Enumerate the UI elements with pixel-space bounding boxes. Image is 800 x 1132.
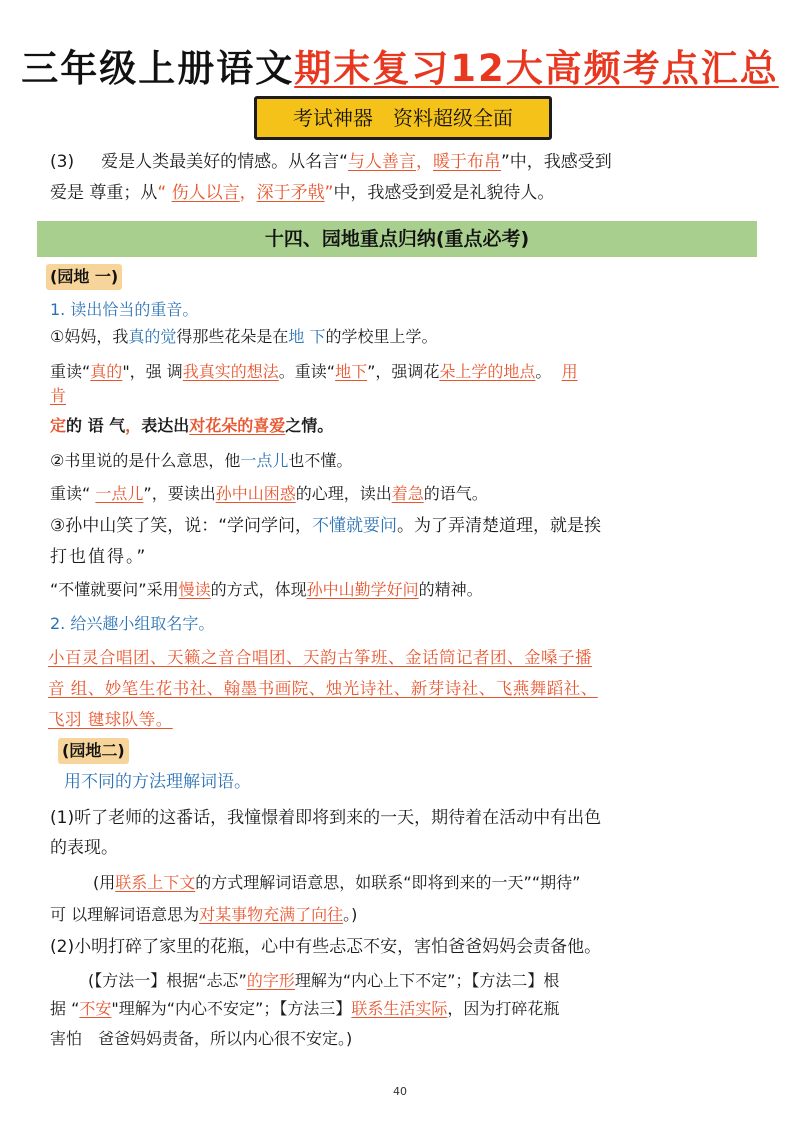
stress-word: 真的觉	[128, 327, 177, 346]
text: (用	[93, 873, 116, 892]
highlight: 对花朵的喜爱	[189, 416, 286, 435]
garden1-heading: 1. 读出恰当的重音。	[50, 300, 199, 319]
explain-example-2-end: 害怕 爸爸妈妈责备，所以内心很不安定。)	[50, 1029, 353, 1048]
stress-word: 地 下	[288, 327, 326, 346]
text: 重读“	[50, 484, 96, 503]
text: 爱是人类最美好的情感。从名言“	[101, 152, 348, 172]
text: 。为了弄清楚道理，就是挨	[397, 516, 602, 536]
stress-word: 不懂就要问	[312, 516, 398, 536]
group-names	[48, 642, 760, 735]
quote-part: 暖于布帛	[432, 152, 501, 172]
text: 中，我感受到爱是礼貌待人。	[333, 183, 555, 203]
text: 的方式理解词语意思，如联系“即将到来的一天”“期待”	[195, 873, 581, 892]
garden1-heading2: 2. 给兴趣小组取名字。	[50, 614, 215, 633]
highlight: 的字形	[246, 971, 295, 990]
quote-part: 与人善言	[347, 152, 416, 172]
explain-1-end	[50, 414, 333, 438]
text: 之情。	[285, 416, 334, 435]
explain-3	[50, 578, 483, 602]
names-line: 飞羽 毽球队等。	[48, 710, 173, 729]
highlight: 孙中山困惑	[215, 484, 296, 503]
title-grade: 三年级上册语文	[21, 47, 295, 90]
highlight: 着急	[391, 484, 424, 503]
text: “	[157, 183, 172, 203]
highlight: 用	[561, 362, 578, 381]
title-topic: 期末复习12大高频考点汇总	[294, 47, 779, 90]
text: ”，要读出	[143, 484, 216, 503]
explain-example-2-wrap	[50, 997, 559, 1021]
names-line: 小百灵合唱团、天籁之音合唱团、天韵古筝班、金话筒记者团、金嗓子播	[48, 648, 592, 667]
stress-word: 一点儿	[240, 451, 289, 470]
sentence-3-wrap: 打也值得。”	[50, 547, 148, 567]
text: ”	[324, 183, 334, 203]
text: ，因为打碎花瓶	[447, 999, 560, 1018]
text: ③孙中山笑了笑，说：“学问学问，	[50, 516, 313, 536]
text: 可 以理解词语意思为	[50, 905, 200, 924]
example-1-wrap: 的表现。	[50, 838, 118, 858]
text: 。	[535, 362, 552, 381]
text: 的精神。	[418, 580, 483, 599]
garden1-tag: (园地 一)	[46, 264, 122, 290]
highlight: 地下	[335, 362, 368, 381]
item3-line1	[50, 150, 612, 174]
text: (【方法一】根据“忐忑”	[88, 971, 247, 990]
explain-2	[50, 482, 488, 506]
text: 的语气。	[423, 484, 488, 503]
text: 的 语 气	[66, 416, 126, 435]
quote-part: 深于矛戟	[256, 183, 325, 203]
text: 的心理，读出	[295, 484, 392, 503]
text: ”，强调花	[367, 362, 440, 381]
garden2-heading: 用不同的方法理解词语。	[64, 772, 251, 792]
highlight: 真的	[90, 362, 123, 381]
explain-example-1	[93, 871, 580, 895]
highlight: 不安	[79, 999, 112, 1018]
item3-line2	[50, 181, 554, 205]
text: 得那些花朵是在	[176, 327, 289, 346]
text: 。)	[343, 905, 358, 924]
page-number: 40	[393, 1085, 407, 1098]
promo-badge: 考试神器 资料超级全面	[254, 96, 552, 140]
highlight: 孙中山勤学好问	[306, 580, 419, 599]
text: ，	[239, 183, 257, 203]
explain-1	[50, 360, 578, 384]
explain-1-wrap	[50, 384, 66, 408]
sentence-1	[50, 325, 438, 349]
item-number: (3)	[50, 152, 75, 172]
page-title	[0, 38, 800, 92]
highlight: 慢读	[178, 580, 211, 599]
text: "理解为“内心不安定”；【方法三】	[111, 999, 352, 1018]
explain-example-2	[88, 969, 559, 993]
text: 的方式，体现	[210, 580, 307, 599]
text: ②书里说的是什么意思，他	[50, 451, 241, 470]
text: 重读“	[50, 362, 91, 381]
highlight: 朵上学的地点	[439, 362, 536, 381]
garden2-tag: (园地二)	[58, 738, 129, 764]
highlight: 我真实的想法	[182, 362, 279, 381]
section-heading: 十四、园地重点归纳(重点必考)	[37, 221, 757, 257]
example-1: (1)听了老师的这番话，我憧憬着即将到来的一天，期待着在活动中有出色	[50, 808, 602, 828]
text: 的学校里上学。	[325, 327, 438, 346]
names-line: 音 组、妙笔生花书社、翰墨书画院、烛光诗社、新芽诗社、飞燕舞蹈社、	[48, 679, 598, 698]
quote-part: 伤人以言	[171, 183, 240, 203]
highlight: 联系生活实际	[351, 999, 448, 1018]
highlight: 定	[50, 416, 67, 435]
text: ”中，我感受到	[500, 152, 612, 172]
text: 。重读“	[278, 362, 336, 381]
example-2: (2)小明打碎了家里的花瓶，心中有些忐忑不安，害怕爸爸妈妈会责备他。	[50, 937, 602, 957]
highlight: 一点儿	[95, 484, 144, 503]
sentence-3	[50, 514, 601, 538]
highlight: 肯	[50, 386, 67, 405]
text: 据 “	[50, 999, 80, 1018]
text: ，	[415, 152, 433, 172]
text: 爱是 尊重；从	[50, 183, 158, 203]
text: "，强 调	[122, 362, 183, 381]
text: 表达出	[141, 416, 190, 435]
text: ①妈妈，我	[50, 327, 129, 346]
text: ，	[125, 416, 142, 435]
explain-example-1-wrap	[50, 903, 357, 927]
highlight: 联系上下文	[115, 873, 196, 892]
highlight: 对某事物充满了向往	[199, 905, 344, 924]
sentence-2	[50, 449, 352, 473]
text: 也不懂。	[288, 451, 353, 470]
text: 理解为“内心上下不定”；【方法二】根	[294, 971, 560, 990]
text: “不懂就要问”采用	[50, 580, 179, 599]
